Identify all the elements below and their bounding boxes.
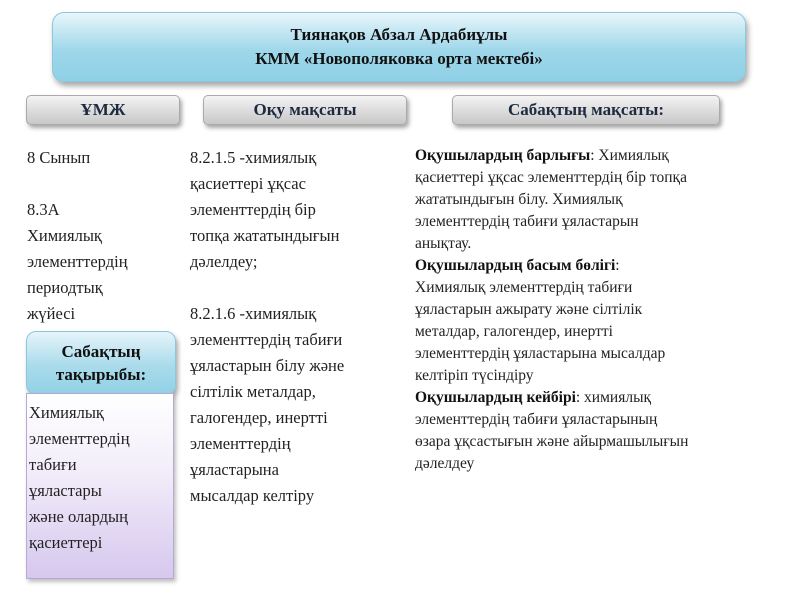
school-name: КММ «Новополяковка орта мектебі» [255,49,543,68]
topic-line: табиғи [29,455,77,474]
goal-line: келтіріп түсіндіру [415,367,534,384]
topic-line: элементтердің [29,429,130,448]
goal-line: : [615,257,620,274]
lesson-goals-label: Сабақтың мақсаты: [507,100,665,119]
goal-line: анықтау. [415,235,472,252]
goal-line: металдар, галогендер, инертті [415,323,613,340]
topic-line: және олардың [29,507,128,526]
header-banner [52,12,746,82]
umzh-label: ҰМЖ [80,100,126,119]
some-students-label: Оқушылардың кейбірі [415,389,576,406]
goal-line: ұяластарына [190,460,279,479]
topic-line: қасиеттері [29,533,103,552]
goal-line: жататындығын білу. Химиялық [415,191,623,208]
goal-line: : Химиялық [590,147,669,164]
most-students-label: Оқушылардың басым бөлігі [415,257,616,274]
goal-line: дәлелдеу [415,455,475,472]
goal-line: элементтердің ұяластарына мысалдар [415,345,666,362]
goal-line: өзара ұқсастығын және айырмашылығын [415,433,689,450]
topic-line: Химиялық [29,403,104,422]
topic-heading-line: тақырыбы: [55,365,147,384]
goal-line: сілтілік металдар, [190,382,316,401]
some-students-goal [415,387,790,409]
goal-line: мысалдар келтіру [190,486,315,505]
grade-text: 8 Сынып [27,148,91,167]
section-line: периодтық [27,278,103,297]
section-line: жүйесі [27,304,76,323]
goal-line: 8.2.1.5 -химиялық [190,148,317,167]
goal-line: элементтердің табиғи [190,330,343,349]
goal-line: Химиялық элементтердің табиғи [415,279,633,296]
lesson-goals-tag [452,95,720,125]
goal-line: дәлелдеу; [190,252,258,271]
goal-line: ұяластарын ажырату және сілтілік [415,301,643,318]
section-line: 8.3А [27,200,60,219]
learning-goals-label: Оқу мақсаты [253,100,357,119]
lesson-topic-heading [26,331,176,395]
all-students-label: Оқушылардың барлығы [415,147,591,164]
lesson-goals-column [415,145,790,475]
learning-goals-column [190,145,405,509]
goal-line: қасиеттері ұқсас элементтердің бір топқа [415,169,687,186]
goal-line: қасиеттері ұқсас [190,174,306,193]
goal-line: элементтердің бір [190,200,316,219]
teacher-name: Тиянақов Абзал Ардабиұлы [290,25,508,44]
topic-line: ұяластары [29,481,102,500]
goal-line: элементтердің [190,434,291,453]
goal-line: галогендер, инертті [190,408,328,427]
goal-line: 8.2.1.6 -химиялық [190,304,317,323]
left-column [27,145,187,327]
learning-goals-tag [203,95,407,125]
topic-heading-line: Сабақтың [61,342,141,361]
most-students-goal [415,255,790,277]
goal-line: ұяластарын білу және [190,356,345,375]
goal-line: элементтердің табиғи ұяластарының [415,411,658,428]
lesson-topic-body [26,393,174,579]
goal-line: : химиялық [575,389,652,406]
goal-line: элементтердің табиғи ұяластарын [415,213,639,230]
all-students-goal [415,145,790,167]
section-line: элементтердің [27,252,128,271]
umzh-tag [26,95,180,125]
goal-line: топқа жататындығын [190,226,340,245]
section-line: Химиялық [27,226,102,245]
